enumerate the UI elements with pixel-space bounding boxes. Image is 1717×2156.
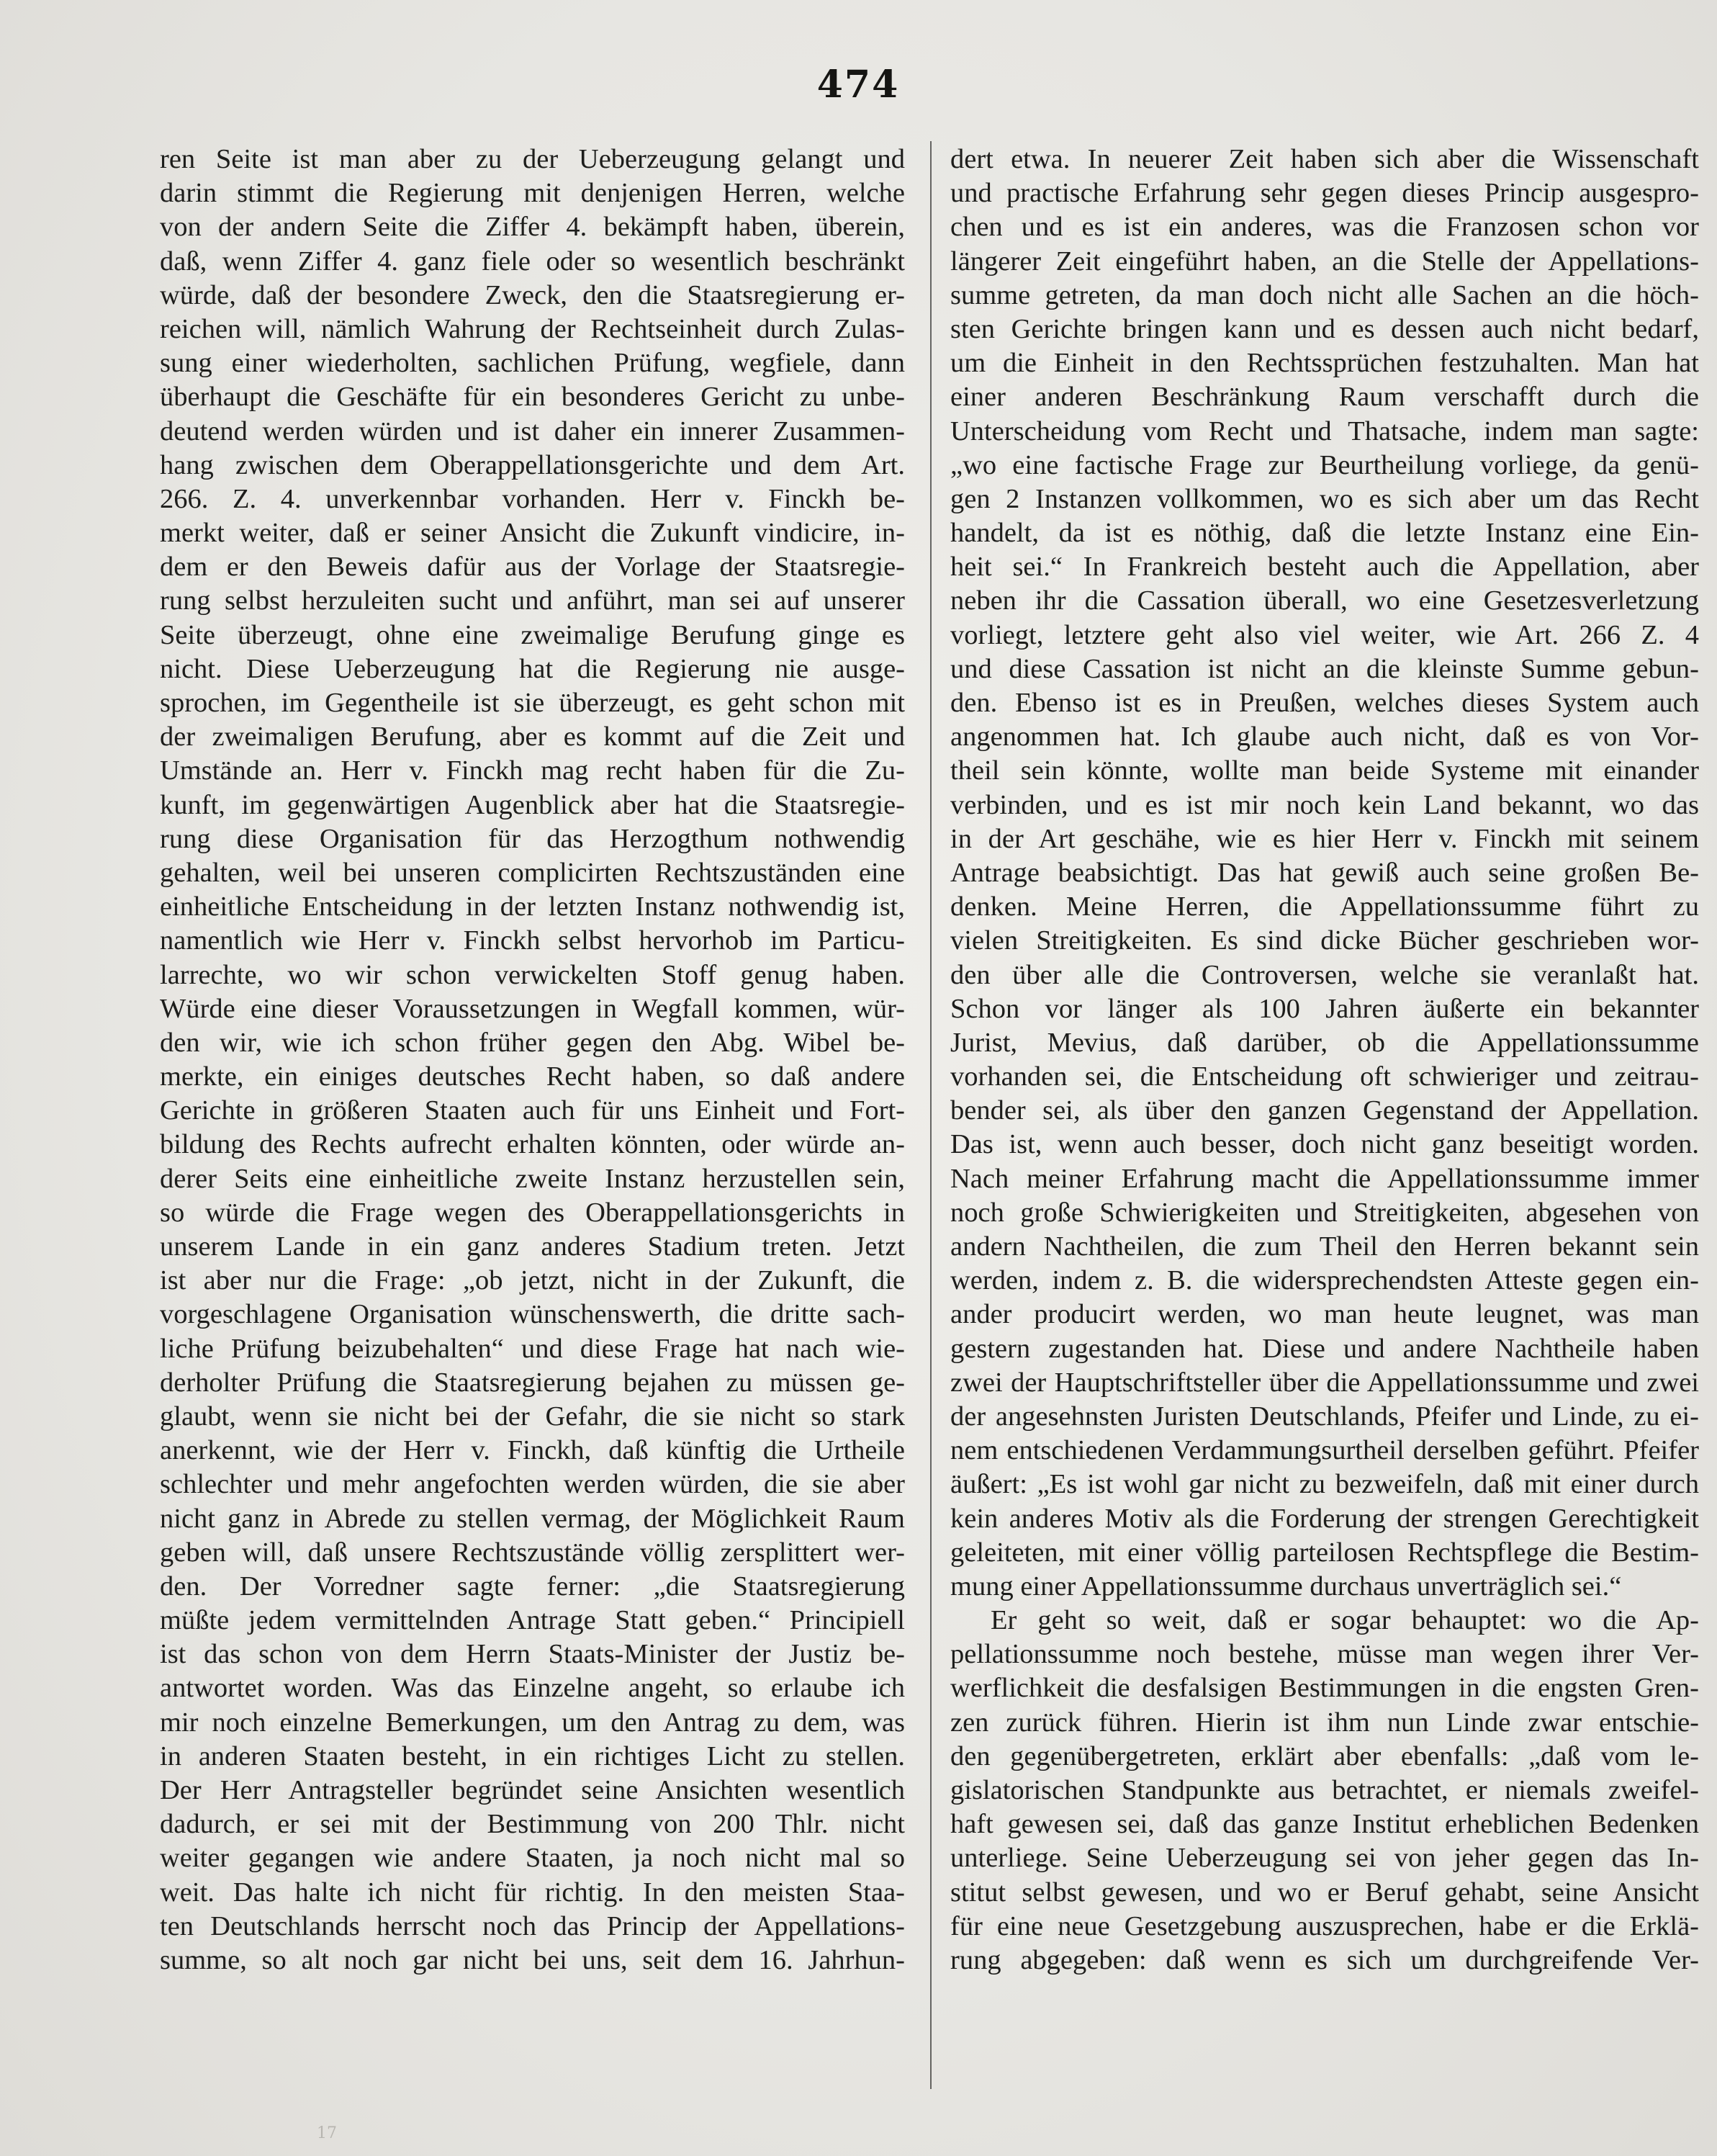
text-line: vorliegt, letztere geht also viel weiter, wie Art. 266 Z. 4 bbox=[950, 619, 1699, 650]
text-line: chen und es ist ein anderes, was die Franzosen schon vor bbox=[950, 212, 1699, 243]
text-line: rung abgegeben: daß wenn es sich um durchgreifende Ver- bbox=[950, 1944, 1699, 1975]
text-line: mung einer Appellationssumme durchaus unverträglich sei.“ bbox=[950, 1571, 1622, 1602]
text-line: Nach meiner Erfahrung macht die Appellationssumme immer bbox=[950, 1163, 1699, 1194]
text-line: „wo eine factische Frage zur Beurtheilung vorliege, da genü- bbox=[950, 449, 1699, 480]
text-line: summe getreten, da man doch nicht alle Sachen an die höch- bbox=[950, 279, 1699, 310]
text-line: nem entschiedenen Verdammungsurtheil derselben geführt. Pfeifer bbox=[950, 1435, 1699, 1466]
text-line: den über alle die Controversen, welche sie veranlaßt hat. bbox=[950, 959, 1699, 990]
text-line: gehalten, weil bei unseren complicirten Rechtszuständen eine bbox=[160, 857, 905, 888]
text-line: stitut selbst gewesen, und wo er Beruf gehabt, seine Ansicht bbox=[950, 1877, 1699, 1908]
column-divider bbox=[930, 141, 932, 2089]
text-line: vielen Streitigkeiten. Es sind dicke Bücher geschrieben wor- bbox=[950, 925, 1699, 956]
text-line: Er geht so weit, daß er sogar behauptet: wo die Ap- bbox=[991, 1605, 1699, 1636]
text-line: andern Nachtheilen, die zum Theil den Herren bekannt sein bbox=[950, 1231, 1699, 1262]
text-line: derer Seits eine einheitliche zweite Instanz herzustellen sein, bbox=[160, 1163, 905, 1194]
text-line: nicht ganz in Abrede zu stellen vermag, der Möglichkeit Raum bbox=[160, 1503, 905, 1534]
text-line: neben ihr die Cassation überall, wo eine Gesetzesverletzung bbox=[950, 585, 1699, 616]
text-line: gen 2 Instanzen vollkommen, wo es sich aber um das Recht bbox=[950, 483, 1699, 514]
text-line: mir noch einzelne Bemerkungen, um den Antrag zu dem, was bbox=[160, 1707, 905, 1738]
text-line: ist das schon von dem Herrn Staats-Minister der Justiz be- bbox=[160, 1639, 905, 1670]
text-line: sprochen, im Gegentheile ist sie überzeugt, es geht schon mit bbox=[160, 688, 905, 718]
text-line: müßte jedem vermittelnden Antrage Statt geben.“ Principiell bbox=[160, 1605, 905, 1636]
text-line: würde, daß der besondere Zweck, den die Staatsregierung er- bbox=[160, 279, 905, 310]
text-line: äußert: „Es ist wohl gar nicht zu bezweifeln, daß mit einer durch bbox=[950, 1469, 1699, 1500]
text-line: und diese Cassation ist nicht an die kleinste Summe gebun- bbox=[950, 653, 1699, 684]
text-line: Gerichte in größeren Staaten auch für uns Einheit und Fort- bbox=[160, 1095, 905, 1126]
text-line: denken. Meine Herren, die Appellationssumme führt zu bbox=[950, 891, 1699, 922]
text-line: zen zurück führen. Hierin ist ihm nun Linde zwar entschie- bbox=[950, 1707, 1699, 1738]
text-line: vorgeschlagene Organisation wünschenswerth, die dritte sach- bbox=[160, 1299, 905, 1330]
text-line: deutend werden würden und ist daher ein innerer Zusammen- bbox=[160, 416, 905, 446]
text-line: vorhanden sei, die Entscheidung oft schwieriger und zeitrau- bbox=[950, 1061, 1699, 1092]
text-line: verbinden, und es ist mir noch kein Land bekannt, wo das bbox=[950, 789, 1699, 820]
text-line: in der Art geschähe, wie es hier Herr v. Finckh mit seinem bbox=[950, 823, 1699, 854]
text-line: geben will, daß unsere Rechtszustände völlig zersplittert wer- bbox=[160, 1537, 905, 1568]
footer-mark: 17 bbox=[317, 2124, 337, 2142]
text-line: summe, so alt noch gar nicht bei uns, seit dem 16. Jahrhun- bbox=[160, 1944, 905, 1975]
text-line: einer anderen Beschränkung Raum verschafft durch die bbox=[950, 382, 1699, 413]
text-line: werden, indem z. B. die widersprechendsten Atteste gegen ein- bbox=[950, 1265, 1699, 1296]
text-line: Antrage beabsichtigt. Das hat gewiß auch seine großen Be- bbox=[950, 857, 1699, 888]
text-line: der angesehnsten Juristen Deutschlands, Pfeifer und Linde, zu ei- bbox=[950, 1401, 1699, 1432]
text-line: dadurch, er sei mit der Bestimmung von 200 Thlr. nicht bbox=[160, 1809, 905, 1840]
text-line: den wir, wie ich schon früher gegen den Abg. Wibel be- bbox=[160, 1027, 905, 1058]
text-line: merkt weiter, daß er seiner Ansicht die Zukunft vindicire, in- bbox=[160, 518, 905, 549]
text-line: weit. Das halte ich nicht für richtig. In den meisten Staa- bbox=[160, 1877, 905, 1908]
text-line: angenommen hat. Ich glaube auch nicht, daß es von Vor- bbox=[950, 722, 1699, 753]
text-line: für eine neue Gesetzgebung auszusprechen, habe er die Erklä- bbox=[950, 1910, 1699, 1941]
text-line: theil sein könnte, wollte man beide Systeme mit einander bbox=[950, 755, 1699, 786]
text-line: von der andern Seite die Ziffer 4. bekämpft haben, überein, bbox=[160, 212, 905, 243]
text-line: anerkennt, wie der Herr v. Finckh, daß künftig die Urtheile bbox=[160, 1435, 905, 1466]
text-line: rung diese Organisation für das Herzogthum nothwendig bbox=[160, 823, 905, 854]
text-line: haft gewesen sei, daß das ganze Institut erheblichen Bedenken bbox=[950, 1809, 1699, 1840]
text-line: ten Deutschlands herrscht noch das Princip der Appellations- bbox=[160, 1910, 905, 1941]
text-line: kunft, im gegenwärtigen Augenblick aber hat die Staatsregie- bbox=[160, 789, 905, 820]
text-line: der zweimaligen Berufung, aber es kommt auf die Zeit und bbox=[160, 722, 905, 753]
text-line: antwortet worden. Was das Einzelne angeht, so erlaube ich bbox=[160, 1673, 905, 1704]
text-line: unserem Lande in ein ganz anderes Stadium treten. Jetzt bbox=[160, 1231, 905, 1262]
text-line: bender sei, als über den ganzen Gegenstand der Appellation. bbox=[950, 1095, 1699, 1126]
text-line: Seite überzeugt, ohne eine zweimalige Berufung ginge es bbox=[160, 619, 905, 650]
text-line: überhaupt die Geschäfte für ein besonderes Gericht zu unbe- bbox=[160, 382, 905, 413]
text-line: merkte, ein einiges deutsches Recht haben, so daß andere bbox=[160, 1061, 905, 1092]
text-line: Unterscheidung vom Recht und Thatsache, indem man sagte: bbox=[950, 416, 1699, 446]
text-line: larrechte, wo wir schon verwickelten Stoff genug haben. bbox=[160, 959, 905, 990]
text-line: um die Einheit in den Rechtssprüchen festzuhalten. Man hat bbox=[950, 348, 1699, 379]
text-line: Schon vor länger als 100 Jahren äußerte ein bekannter bbox=[950, 993, 1699, 1024]
text-line: geleiteten, mit einer völlig parteilosen Rechtspflege die Bestim- bbox=[950, 1537, 1699, 1568]
text-line: werflichkeit die desfalsigen Bestimmungen in die engsten Gren- bbox=[950, 1673, 1699, 1704]
text-line: den. Ebenso ist es in Preußen, welches dieses System auch bbox=[950, 688, 1699, 718]
text-line: in anderen Staaten besteht, in ein richtiges Licht zu stellen. bbox=[160, 1740, 905, 1771]
text-line: 266. Z. 4. unverkennbar vorhanden. Herr v. Finckh be- bbox=[160, 483, 905, 514]
text-column-right bbox=[950, 143, 1699, 1977]
text-line: einheitliche Entscheidung in der letzten Instanz nothwendig ist, bbox=[160, 891, 905, 922]
text-line: noch große Schwierigkeiten und Streitigkeiten, abgesehen von bbox=[950, 1197, 1699, 1228]
text-line: so würde die Frage wegen des Oberappellationsgerichts in bbox=[160, 1197, 905, 1228]
text-line: nicht. Diese Ueberzeugung hat die Regierung nie ausge- bbox=[160, 653, 905, 684]
text-line: längerer Zeit eingeführt haben, an die Stelle der Appellations- bbox=[950, 246, 1699, 277]
text-line: sung einer wiederholten, sachlichen Prüfung, wegfiele, dann bbox=[160, 348, 905, 379]
text-line: dem er den Beweis dafür aus der Vorlage der Staatsregie- bbox=[160, 552, 905, 583]
text-line: ander producirt werden, wo man heute leugnet, was man bbox=[950, 1299, 1699, 1330]
text-line: gestern zugestanden hat. Diese und andere Nachtheile haben bbox=[950, 1333, 1699, 1364]
text-line: zwei der Hauptschriftsteller über die Appellationssumme und zwei bbox=[950, 1367, 1699, 1398]
text-line: schlechter und mehr angefochten werden würden, die sie aber bbox=[160, 1469, 905, 1500]
text-line: reichen will, nämlich Wahrung der Rechtseinheit durch Zulas- bbox=[160, 313, 905, 344]
text-line: weiter gegangen wie andere Staaten, ja noch nicht mal so bbox=[160, 1843, 905, 1874]
text-line: namentlich wie Herr v. Finckh selbst hervorhob im Particu- bbox=[160, 925, 905, 956]
text-line: dert etwa. In neuerer Zeit haben sich aber die Wissenschaft bbox=[950, 144, 1699, 174]
text-line: ist aber nur die Frage: „ob jetzt, nicht in der Zukunft, die bbox=[160, 1265, 905, 1296]
text-line: glaubt, wenn sie nicht bei der Gefahr, die sie nicht so stark bbox=[160, 1401, 905, 1432]
page-number: 474 bbox=[816, 63, 900, 107]
text-line: sten Gerichte bringen kann und es dessen auch nicht bedarf, bbox=[950, 313, 1699, 344]
text-line: rung selbst herzuleiten sucht und anführt, man sei auf unserer bbox=[160, 585, 905, 616]
text-line: kein anderes Motiv als die Forderung der strengen Gerechtigkeit bbox=[950, 1503, 1699, 1534]
text-line: derholter Prüfung die Staatsregierung bejahen zu müssen ge- bbox=[160, 1367, 905, 1398]
text-line: den. Der Vorredner sagte ferner: „die Staatsregierung bbox=[160, 1571, 905, 1602]
text-line: und practische Erfahrung sehr gegen dieses Princip ausgespro- bbox=[950, 178, 1699, 209]
text-line: ren Seite ist man aber zu der Ueberzeugung gelangt und bbox=[160, 144, 905, 174]
text-line: unterliege. Seine Ueberzeugung sei von jeher gegen das In- bbox=[950, 1843, 1699, 1874]
text-line: gislatorischen Standpunkte aus betrachtet, er niemals zweifel- bbox=[950, 1775, 1699, 1805]
text-line: Würde eine dieser Voraussetzungen in Wegfall kommen, wür- bbox=[160, 993, 905, 1024]
text-line: Umstände an. Herr v. Finckh mag recht haben für die Zu- bbox=[160, 755, 905, 786]
text-line: heit sei.“ In Frankreich besteht auch die Appellation, aber bbox=[950, 552, 1699, 583]
text-line: den gegenübergetreten, erklärt aber ebenfalls: „daß vom le- bbox=[950, 1740, 1699, 1771]
text-line: Das ist, wenn auch besser, doch nicht ganz beseitigt worden. bbox=[950, 1129, 1699, 1160]
text-line: liche Prüfung beizubehalten“ und diese Frage hat nach wie- bbox=[160, 1333, 905, 1364]
text-line: Der Herr Antragsteller begründet seine Ansichten wesentlich bbox=[160, 1775, 905, 1805]
text-line: hang zwischen dem Oberappellationsgerichte und dem Art. bbox=[160, 449, 905, 480]
text-line: darin stimmt die Regierung mit denjenigen Herren, welche bbox=[160, 178, 905, 209]
text-line: Jurist, Mevius, daß darüber, ob die Appellationssumme bbox=[950, 1027, 1699, 1058]
text-line: handelt, da ist es nöthig, daß die letzte Instanz eine Ein- bbox=[950, 518, 1699, 549]
text-line: bildung des Rechts aufrecht erhalten könnten, oder würde an- bbox=[160, 1129, 905, 1160]
text-line: pellationssumme noch bestehe, müsse man wegen ihrer Ver- bbox=[950, 1639, 1699, 1670]
text-line: daß, wenn Ziffer 4. ganz fiele oder so wesentlich beschränkt bbox=[160, 246, 905, 277]
text-column-left bbox=[160, 143, 905, 1977]
